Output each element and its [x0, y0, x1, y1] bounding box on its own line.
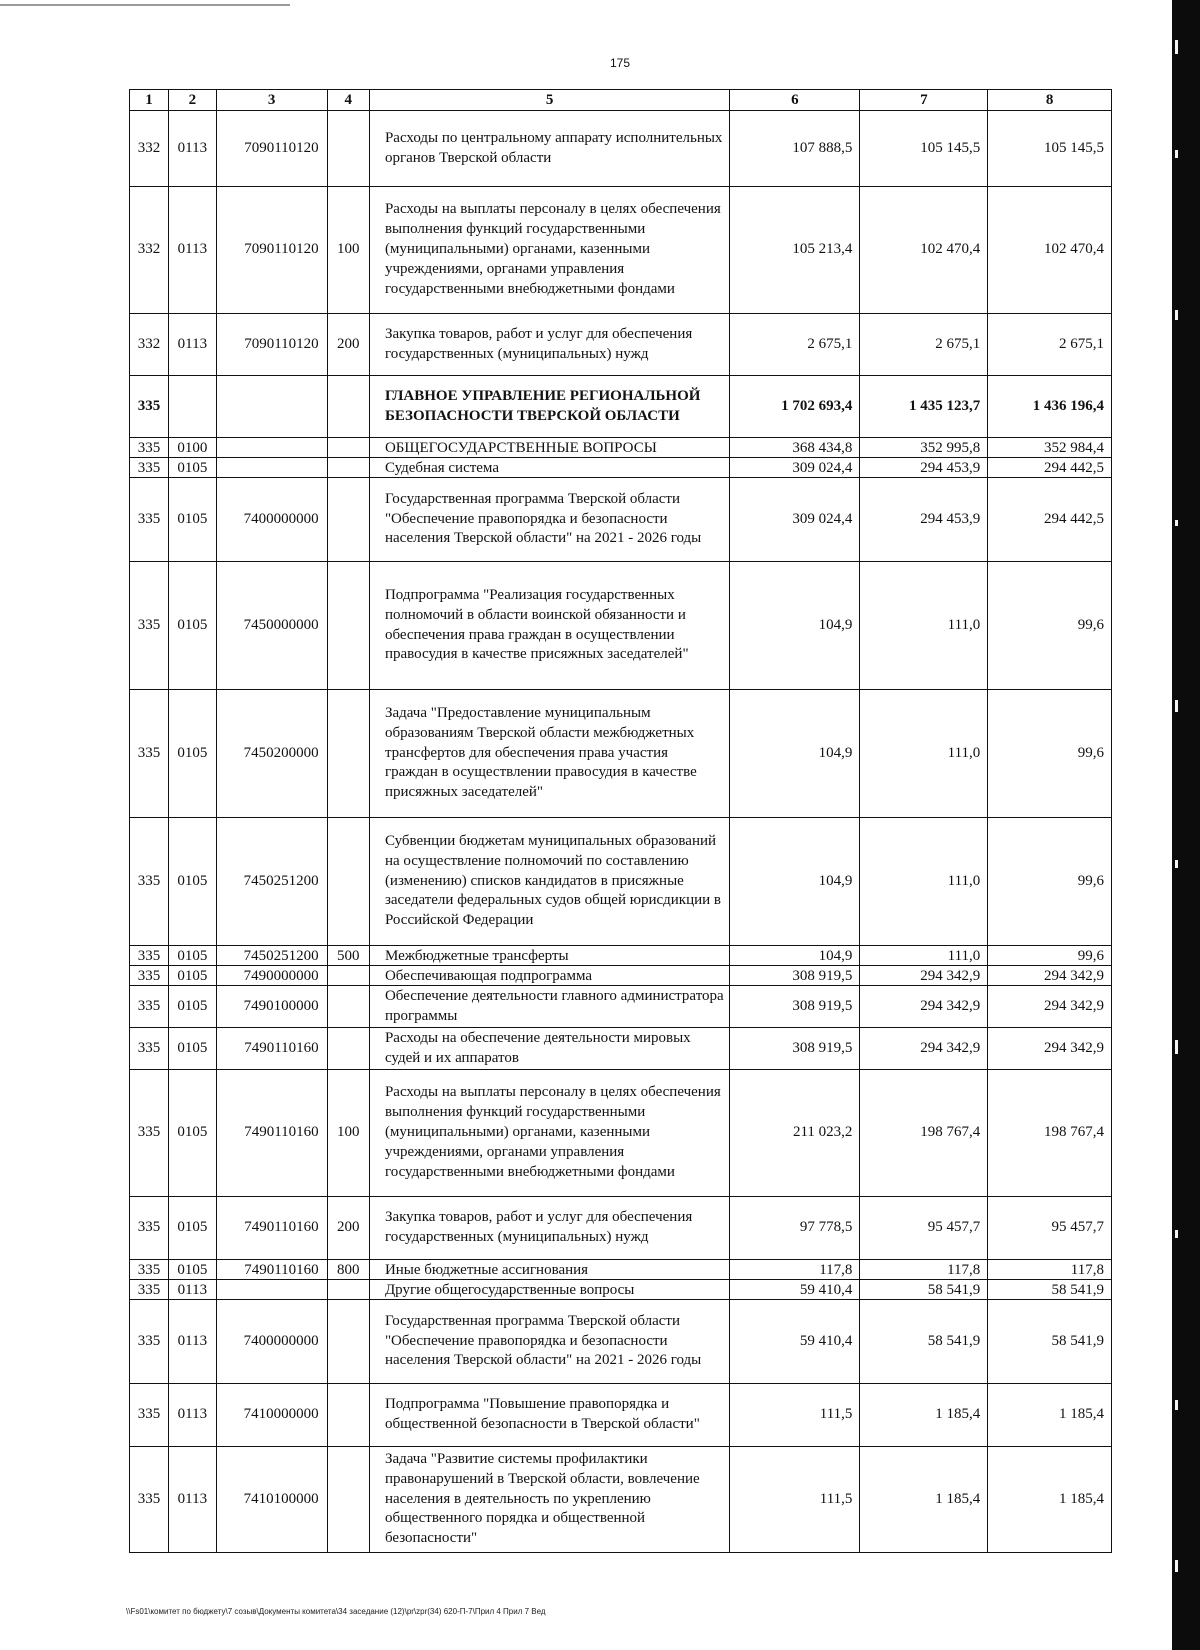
amount-col6-cell: 1 702 693,4: [730, 376, 860, 438]
amount-col6-cell: 104,9: [730, 562, 860, 690]
admin-code-cell: 332: [130, 187, 169, 314]
expense-type-cell: [327, 478, 369, 562]
amount-col6-cell: 105 213,4: [730, 187, 860, 314]
amount-col8-cell: 294 442,5: [988, 458, 1112, 478]
section-code-cell: 0105: [169, 690, 217, 818]
target-code-cell: 7450251200: [216, 818, 327, 946]
table-row: [130, 1197, 1112, 1260]
target-code-cell: 7490000000: [216, 966, 327, 986]
amount-col7-cell: 105 145,5: [860, 111, 988, 187]
expense-type-cell: [327, 690, 369, 818]
description-cell: Государственная программа Тверской области "Обеспечение правопорядка и безопасности населения Тверской области" на 2021 - 2026 годы: [369, 478, 729, 562]
description-cell: Закупка товаров, работ и услуг для обеспечения государственных (муниципальных) нужд: [369, 314, 729, 376]
admin-code-cell: 335: [130, 376, 169, 438]
amount-col8-cell: 99,6: [988, 946, 1112, 966]
target-code-cell: 7490110160: [216, 1070, 327, 1197]
target-code-cell: 7400000000: [216, 478, 327, 562]
target-code-cell: 7450200000: [216, 690, 327, 818]
table-row: [130, 1028, 1112, 1070]
section-code-cell: 0105: [169, 562, 217, 690]
expense-type-cell: [327, 1447, 369, 1553]
section-code-cell: 0105: [169, 946, 217, 966]
admin-code-cell: 335: [130, 966, 169, 986]
amount-col6-cell: 211 023,2: [730, 1070, 860, 1197]
amount-col7-cell: 111,0: [860, 562, 988, 690]
amount-col7-cell: 58 541,9: [860, 1300, 988, 1384]
header-row: [130, 90, 1112, 111]
expense-type-cell: 100: [327, 1070, 369, 1197]
section-code-cell: 0113: [169, 1384, 217, 1447]
expense-type-cell: [327, 966, 369, 986]
amount-col8-cell: 294 342,9: [988, 986, 1112, 1028]
table-row: [130, 314, 1112, 376]
target-code-cell: [216, 376, 327, 438]
amount-col7-cell: 1 185,4: [860, 1384, 988, 1447]
description-cell: Субвенции бюджетам муниципальных образований на осуществление полномочий по составлению (изменению) списков кандидатов в присяжные заседатели федеральных судов общей юрисдикции в Российской Федерации: [369, 818, 729, 946]
amount-col7-cell: 294 342,9: [860, 966, 988, 986]
section-code-cell: 0113: [169, 314, 217, 376]
amount-col7-cell: 102 470,4: [860, 187, 988, 314]
target-code-cell: 7490100000: [216, 986, 327, 1028]
target-code-cell: 7450251200: [216, 946, 327, 966]
amount-col7-cell: 95 457,7: [860, 1197, 988, 1260]
admin-code-cell: 335: [130, 1260, 169, 1280]
table-row: [130, 1447, 1112, 1553]
amount-col6-cell: 111,5: [730, 1384, 860, 1447]
header-cell: 4: [327, 90, 369, 111]
section-code-cell: 0113: [169, 1280, 217, 1300]
amount-col6-cell: 107 888,5: [730, 111, 860, 187]
target-code-cell: 7410100000: [216, 1447, 327, 1553]
amount-col6-cell: 97 778,5: [730, 1197, 860, 1260]
description-cell: Задача "Предоставление муниципальным образованиям Тверской области межбюджетных трансфертов для обеспечения права участия граждан в осуществлении правосудия в качестве присяжных заседателей": [369, 690, 729, 818]
amount-col6-cell: 308 919,5: [730, 1028, 860, 1070]
amount-col7-cell: 294 342,9: [860, 1028, 988, 1070]
description-cell: Расходы на выплаты персоналу в целях обеспечения выполнения функций государственными (муниципальными) органами, казенными учреждениями, органами управления государственными внебюджетными фондами: [369, 187, 729, 314]
target-code-cell: 7490110160: [216, 1197, 327, 1260]
amount-col7-cell: 352 995,8: [860, 438, 988, 458]
amount-col6-cell: 368 434,8: [730, 438, 860, 458]
description-cell: Иные бюджетные ассигнования: [369, 1260, 729, 1280]
target-code-cell: [216, 1280, 327, 1300]
table-row: [130, 1384, 1112, 1447]
header-cell: 3: [216, 90, 327, 111]
budget-table: [129, 89, 1112, 1553]
header-cell: 6: [730, 90, 860, 111]
expense-type-cell: [327, 438, 369, 458]
section-code-cell: 0113: [169, 111, 217, 187]
amount-col8-cell: 105 145,5: [988, 111, 1112, 187]
amount-col7-cell: 294 342,9: [860, 986, 988, 1028]
amount-col7-cell: 111,0: [860, 690, 988, 818]
table-row-department: [130, 376, 1112, 438]
section-code-cell: 0113: [169, 1300, 217, 1384]
table-row: [130, 818, 1112, 946]
table-row: [130, 458, 1112, 478]
description-cell: Государственная программа Тверской области "Обеспечение правопорядка и безопасности населения Тверской области" на 2021 - 2026 годы: [369, 1300, 729, 1384]
table-row: [130, 966, 1112, 986]
admin-code-cell: 332: [130, 314, 169, 376]
expense-type-cell: [327, 1280, 369, 1300]
target-code-cell: [216, 458, 327, 478]
amount-col7-cell: 198 767,4: [860, 1070, 988, 1197]
expense-type-cell: [327, 818, 369, 946]
amount-col6-cell: 2 675,1: [730, 314, 860, 376]
section-code-cell: [169, 376, 217, 438]
amount-col6-cell: 104,9: [730, 690, 860, 818]
section-code-cell: 0105: [169, 478, 217, 562]
expense-type-cell: [327, 111, 369, 187]
section-code-cell: 0105: [169, 1197, 217, 1260]
amount-col7-cell: 117,8: [860, 1260, 988, 1280]
admin-code-cell: 335: [130, 1197, 169, 1260]
section-code-cell: 0105: [169, 1070, 217, 1197]
admin-code-cell: 335: [130, 478, 169, 562]
amount-col7-cell: 294 453,9: [860, 478, 988, 562]
admin-code-cell: 335: [130, 1070, 169, 1197]
table-row: [130, 986, 1112, 1028]
description-cell: ОБЩЕГОСУДАРСТВЕННЫЕ ВОПРОСЫ: [369, 438, 729, 458]
amount-col8-cell: 99,6: [988, 562, 1112, 690]
target-code-cell: 7090110120: [216, 314, 327, 376]
amount-col7-cell: 58 541,9: [860, 1280, 988, 1300]
table-row: [130, 111, 1112, 187]
amount-col8-cell: 58 541,9: [988, 1300, 1112, 1384]
target-code-cell: 7490110160: [216, 1260, 327, 1280]
amount-col6-cell: 59 410,4: [730, 1280, 860, 1300]
amount-col7-cell: 1 435 123,7: [860, 376, 988, 438]
amount-col8-cell: 294 342,9: [988, 1028, 1112, 1070]
table-row: [130, 1260, 1112, 1280]
admin-code-cell: 335: [130, 1300, 169, 1384]
table-row: [130, 562, 1112, 690]
header-cell: 5: [369, 90, 729, 111]
expense-type-cell: 200: [327, 1197, 369, 1260]
header-cell: 2: [169, 90, 217, 111]
table-row: [130, 438, 1112, 458]
expense-type-cell: [327, 562, 369, 690]
table-row: [130, 187, 1112, 314]
description-cell: ГЛАВНОЕ УПРАВЛЕНИЕ РЕГИОНАЛЬНОЙ БЕЗОПАСНОСТИ ТВЕРСКОЙ ОБЛАСТИ: [369, 376, 729, 438]
section-code-cell: 0100: [169, 438, 217, 458]
admin-code-cell: 335: [130, 818, 169, 946]
amount-col8-cell: 99,6: [988, 690, 1112, 818]
amount-col8-cell: 117,8: [988, 1260, 1112, 1280]
header-cell: 1: [130, 90, 169, 111]
scan-edge-bar: [1172, 0, 1200, 1650]
admin-code-cell: 335: [130, 1028, 169, 1070]
header-cell: 7: [860, 90, 988, 111]
amount-col6-cell: 104,9: [730, 818, 860, 946]
amount-col6-cell: 59 410,4: [730, 1300, 860, 1384]
admin-code-cell: 335: [130, 1447, 169, 1553]
description-cell: Расходы на выплаты персоналу в целях обеспечения выполнения функций государственными (муниципальными) органами, казенными учреждениями, органами управления государственными внебюджетными фондами: [369, 1070, 729, 1197]
table-row: [130, 1300, 1112, 1384]
table-row: [130, 1070, 1112, 1197]
expense-type-cell: [327, 1300, 369, 1384]
description-cell: Закупка товаров, работ и услуг для обеспечения государственных (муниципальных) нужд: [369, 1197, 729, 1260]
amount-col8-cell: 95 457,7: [988, 1197, 1112, 1260]
amount-col8-cell: 58 541,9: [988, 1280, 1112, 1300]
amount-col6-cell: 309 024,4: [730, 478, 860, 562]
amount-col8-cell: 294 342,9: [988, 966, 1112, 986]
table-row: [130, 478, 1112, 562]
description-cell: Межбюджетные трансферты: [369, 946, 729, 966]
expense-type-cell: 800: [327, 1260, 369, 1280]
amount-col8-cell: 294 442,5: [988, 478, 1112, 562]
section-code-cell: 0105: [169, 1028, 217, 1070]
target-code-cell: 7490110160: [216, 1028, 327, 1070]
section-code-cell: 0113: [169, 1447, 217, 1553]
amount-col8-cell: 102 470,4: [988, 187, 1112, 314]
amount-col8-cell: 1 436 196,4: [988, 376, 1112, 438]
description-cell: Расходы на обеспечение деятельности мировых судей и их аппаратов: [369, 1028, 729, 1070]
amount-col6-cell: 309 024,4: [730, 458, 860, 478]
expense-type-cell: 100: [327, 187, 369, 314]
table-row: [130, 690, 1112, 818]
description-cell: Другие общегосударственные вопросы: [369, 1280, 729, 1300]
table-row: [130, 1280, 1112, 1300]
target-code-cell: 7090110120: [216, 111, 327, 187]
target-code-cell: 7410000000: [216, 1384, 327, 1447]
description-cell: Обеспечение деятельности главного администратора программы: [369, 986, 729, 1028]
file-path-footer: \\Fs01\комитет по бюджету\7 созыв\Документы комитета\34 заседание (12)\pr\zpr(34) 620-П-7\Прил 4 Прил 7 Вед: [126, 1607, 546, 1616]
target-code-cell: 7090110120: [216, 187, 327, 314]
admin-code-cell: 335: [130, 690, 169, 818]
admin-code-cell: 335: [130, 986, 169, 1028]
amount-col6-cell: 308 919,5: [730, 966, 860, 986]
admin-code-cell: 335: [130, 1280, 169, 1300]
amount-col7-cell: 294 453,9: [860, 458, 988, 478]
expense-type-cell: [327, 458, 369, 478]
description-cell: Подпрограмма "Повышение правопорядка и общественной безопасности в Тверской области": [369, 1384, 729, 1447]
amount-col6-cell: 308 919,5: [730, 986, 860, 1028]
section-code-cell: 0105: [169, 818, 217, 946]
description-cell: Задача "Развитие системы профилактики правонарушений в Тверской области, вовлечение населения в деятельность по укреплению общественного порядка и общественной безопасности": [369, 1447, 729, 1553]
table-row: [130, 946, 1112, 966]
target-code-cell: [216, 438, 327, 458]
section-code-cell: 0113: [169, 187, 217, 314]
section-code-cell: 0105: [169, 986, 217, 1028]
expense-type-cell: [327, 376, 369, 438]
expense-type-cell: [327, 1384, 369, 1447]
amount-col8-cell: 99,6: [988, 818, 1112, 946]
top-rule: [0, 4, 290, 6]
amount-col8-cell: 2 675,1: [988, 314, 1112, 376]
amount-col8-cell: 352 984,4: [988, 438, 1112, 458]
admin-code-cell: 335: [130, 562, 169, 690]
header-cell: 8: [988, 90, 1112, 111]
page-number: 175: [609, 56, 631, 70]
amount-col6-cell: 111,5: [730, 1447, 860, 1553]
amount-col8-cell: 198 767,4: [988, 1070, 1112, 1197]
expense-type-cell: 500: [327, 946, 369, 966]
amount-col7-cell: 2 675,1: [860, 314, 988, 376]
section-code-cell: 0105: [169, 458, 217, 478]
expense-type-cell: [327, 986, 369, 1028]
target-code-cell: 7450000000: [216, 562, 327, 690]
expense-type-cell: [327, 1028, 369, 1070]
target-code-cell: 7400000000: [216, 1300, 327, 1384]
admin-code-cell: 335: [130, 946, 169, 966]
amount-col7-cell: 1 185,4: [860, 1447, 988, 1553]
description-cell: Подпрограмма "Реализация государственных полномочий в области воинской обязанности и обеспечения права граждан в осуществлении правосудия в качестве присяжных заседателей": [369, 562, 729, 690]
amount-col7-cell: 111,0: [860, 946, 988, 966]
amount-col8-cell: 1 185,4: [988, 1447, 1112, 1553]
description-cell: Судебная система: [369, 458, 729, 478]
expense-type-cell: 200: [327, 314, 369, 376]
admin-code-cell: 335: [130, 438, 169, 458]
section-code-cell: 0105: [169, 1260, 217, 1280]
admin-code-cell: 332: [130, 111, 169, 187]
amount-col7-cell: 111,0: [860, 818, 988, 946]
section-code-cell: 0105: [169, 966, 217, 986]
admin-code-cell: 335: [130, 458, 169, 478]
amount-col6-cell: 104,9: [730, 946, 860, 966]
description-cell: Обеспечивающая подпрограмма: [369, 966, 729, 986]
amount-col6-cell: 117,8: [730, 1260, 860, 1280]
amount-col8-cell: 1 185,4: [988, 1384, 1112, 1447]
description-cell: Расходы по центральному аппарату исполнительных органов Тверской области: [369, 111, 729, 187]
admin-code-cell: 335: [130, 1384, 169, 1447]
